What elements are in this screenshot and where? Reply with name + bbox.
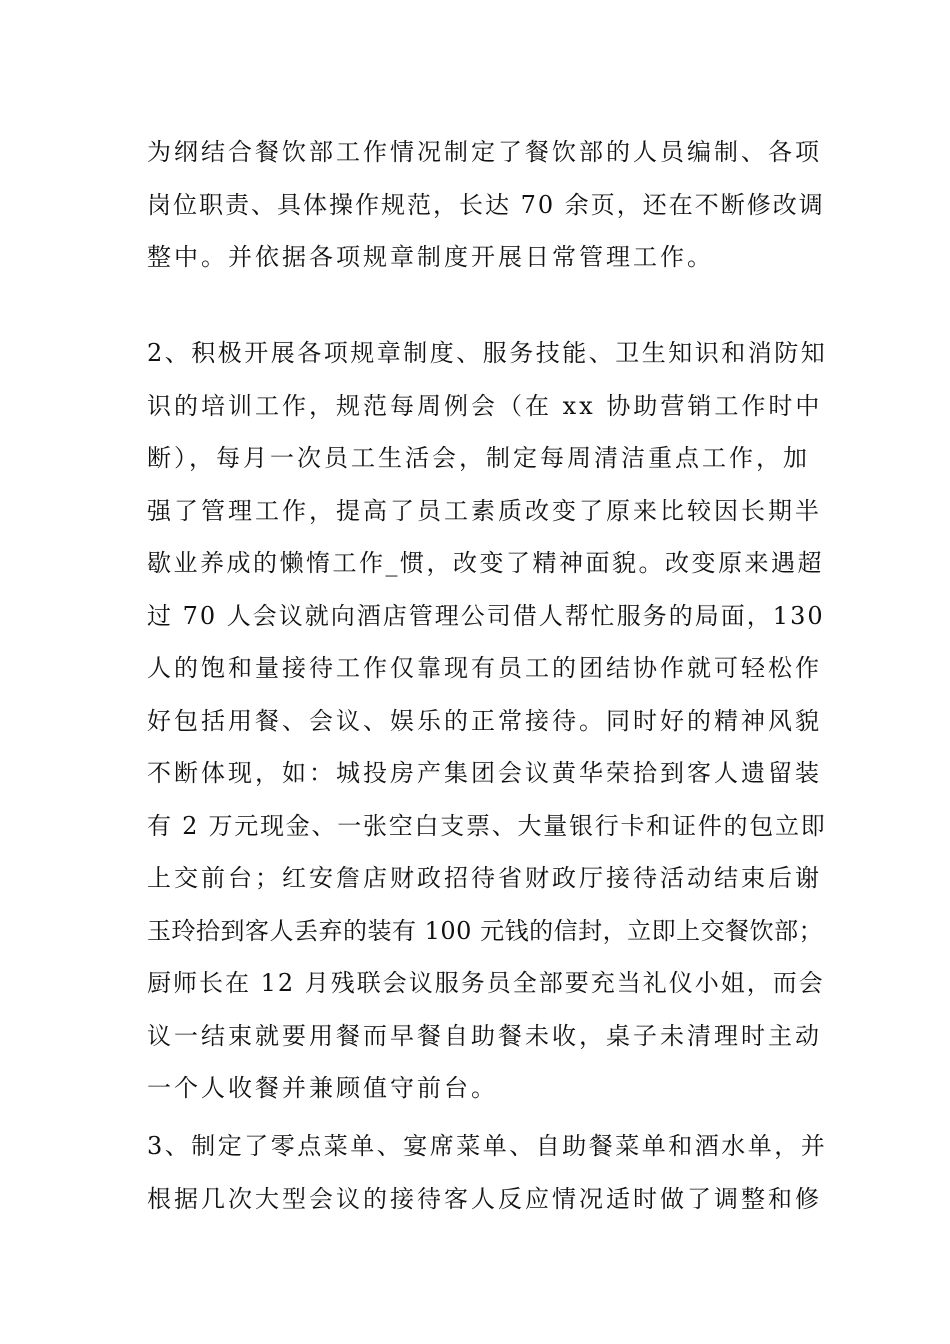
text-line: 根据几次大型会议的接待客人反应情况适时做了调整和修 [147, 1184, 822, 1213]
text-line: 整中。并依据各项规章制度开展日常管理工作。 [147, 243, 714, 271]
text-line: 一个人收餐并兼顾值守前台。 [147, 1074, 498, 1102]
text-line: 强了管理工作，提高了员工素质改变了原来比较因长期半 [147, 496, 822, 525]
text-line: 岗位职责、具体操作规范，长达 70 余页，还在不断修改调 [147, 190, 825, 219]
paragraph-3 [147, 1120, 828, 1225]
text-line: 议一结束就要用餐而早餐自助餐未收，桌子未清理时主动 [147, 1021, 822, 1050]
text-line: 玉玲拾到客人丢弃的装有 100 元钱的信封，立即上交餐饮部； [147, 916, 824, 945]
text-line: 歇业养成的懒惰工作_惯，改变了精神面貌。改变原来遇超 [147, 549, 824, 577]
text-line: 识的培训工作，规范每周例会（在 xx 协助营销工作时中 [147, 391, 823, 420]
text-line: 上交前台；红安詹店财政招待省财政厅接待活动结束后谢 [147, 864, 822, 892]
text-line: 好包括用餐、会议、娱乐的正常接待。同时好的精神风貌 [147, 706, 822, 735]
text-line: 过 70 人会议就向酒店管理公司借人帮忙服务的局面，130 [147, 601, 825, 630]
text-line: 3、制定了零点菜单、宴席菜单、自助餐菜单和酒水单，并 [147, 1132, 828, 1160]
text-line: 有 2 万元现金、一张空白支票、大量银行卡和证件的包立即 [147, 811, 827, 840]
text-line: 断），每月一次员工生活会，制定每周清洁重点工作，加 [147, 444, 810, 472]
text-line: 不断体现，如：城投房产集团会议黄华荣拾到客人遗留装 [147, 759, 822, 787]
text-line: 2、积极开展各项规章制度、服务技能、卫生知识和消防知 [147, 339, 828, 367]
text-line: 厨师长在 12 月残联会议服务员全部要充当礼仪小姐，而会 [147, 969, 825, 997]
text-line: 人的饱和量接待工作仅靠现有员工的团结协作就可轻松作 [147, 654, 822, 682]
text-line: 为纲结合餐饮部工作情况制定了餐饮部的人员编制、各项 [147, 138, 822, 166]
paragraph-1 [147, 126, 825, 284]
paragraph-2 [147, 327, 828, 1115]
